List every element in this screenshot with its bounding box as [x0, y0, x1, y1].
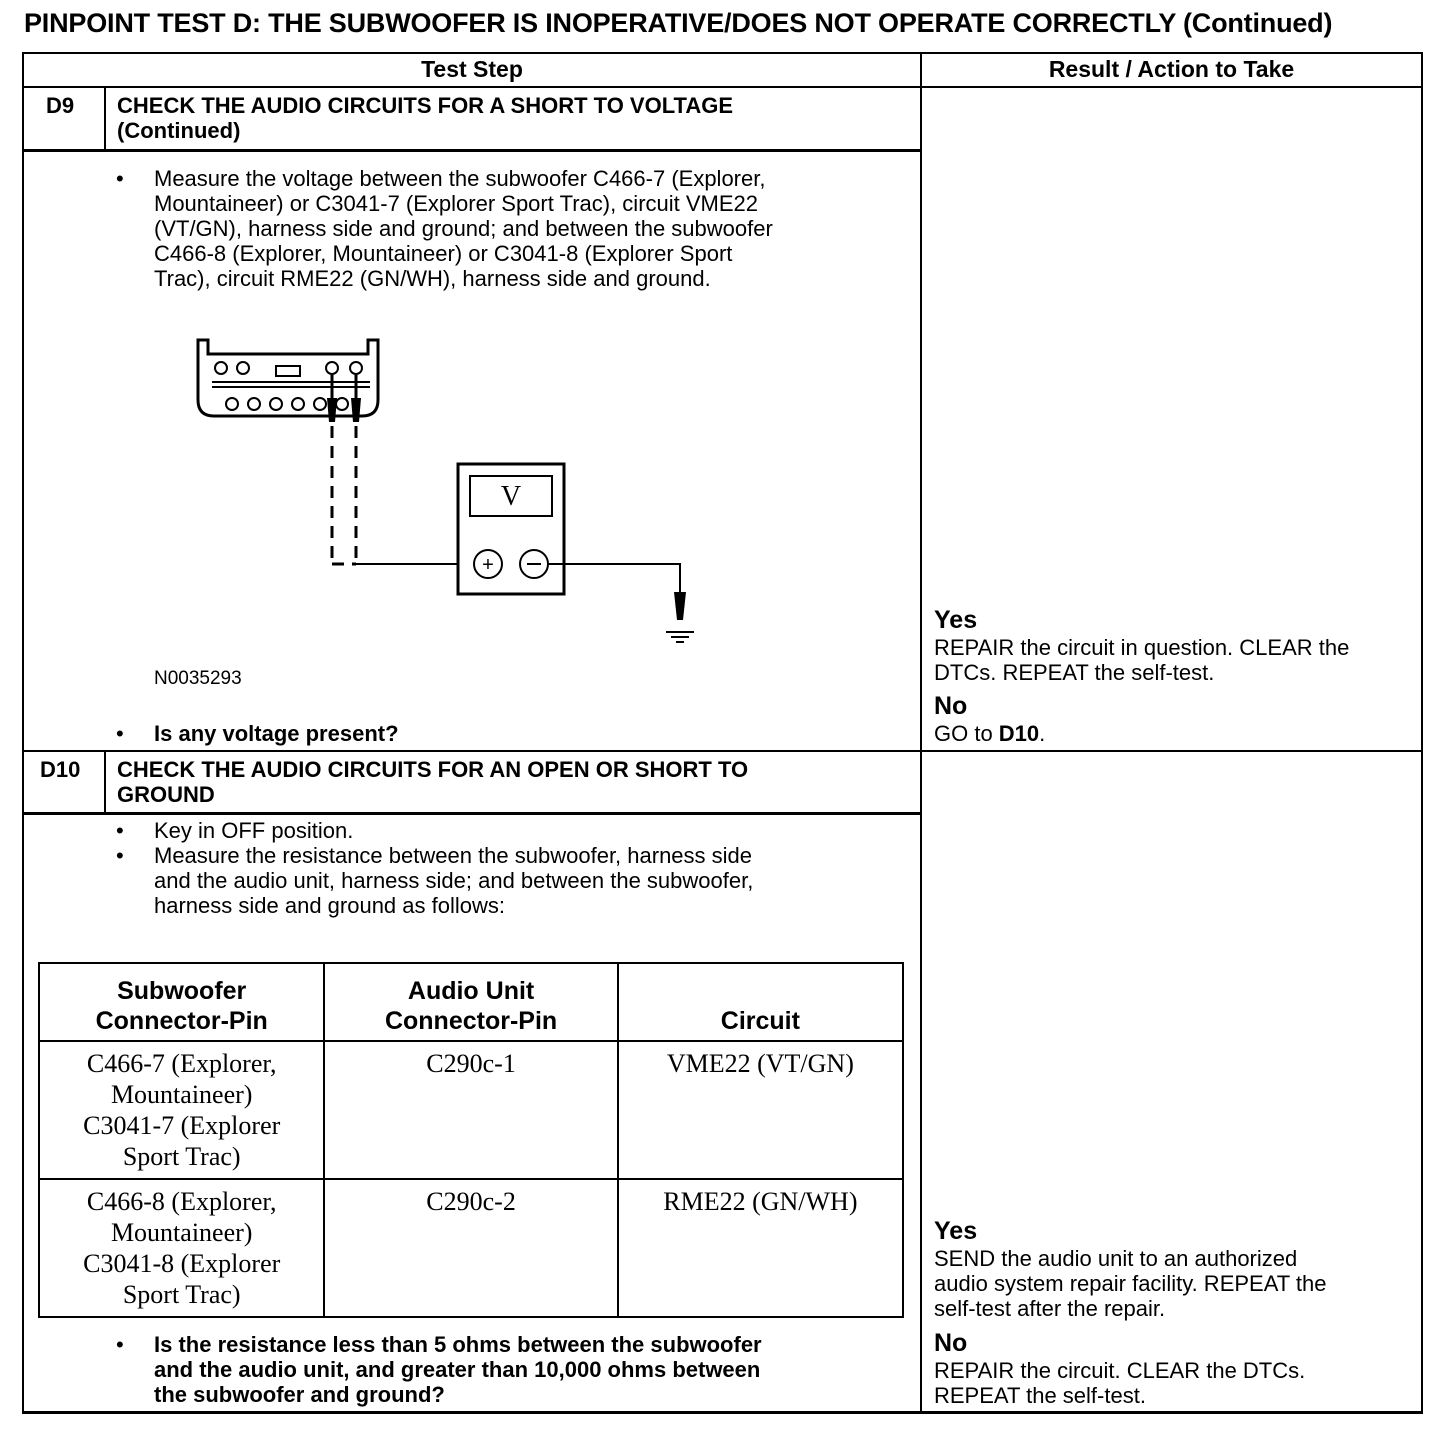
cell-line: Sport Trac) — [122, 1142, 241, 1171]
cell-line: Sport Trac) — [122, 1280, 241, 1309]
cell-audio-pin: C290c-2 — [324, 1179, 617, 1317]
voltmeter-label: V — [500, 481, 522, 512]
d10-question-line: Is the resistance less than 5 ohms between the subwoofer — [154, 1332, 762, 1357]
ground-lead — [548, 564, 680, 592]
frame-bottom — [22, 1411, 1423, 1414]
d10-instruction-line: Measure the resistance between the subwoofer, harness side — [154, 843, 753, 868]
d10-yes-action — [934, 1246, 1327, 1321]
d10-instruction-line: and the audio unit, harness side; and between the subwoofer, — [154, 868, 754, 893]
bullet-dot: • — [116, 721, 124, 746]
d9-yes-action-line: REPAIR the circuit in question. CLEAR the — [934, 635, 1350, 660]
step-title-d9 — [117, 93, 733, 143]
d10-yes-action-line: SEND the audio unit to an authorized — [934, 1246, 1298, 1271]
d9-instruction-line: (VT/GN), harness side and ground; and between the subwoofer — [154, 216, 773, 241]
connector-pin — [226, 398, 238, 410]
page-title: PINPOINT TEST D: THE SUBWOOFER IS INOPERATIVE/DOES NOT OPERATE CORRECTLY (Continued) — [24, 8, 1333, 38]
d10-yes-action-line: audio system repair facility. REPEAT the — [934, 1271, 1327, 1296]
col-header-audio-unit-line1: Audio Unit — [407, 977, 535, 1005]
d9-no-suffix: . — [1039, 721, 1046, 746]
col-header-subwoofer-line1: Subwoofer — [117, 977, 247, 1005]
connector-pin — [248, 398, 260, 410]
d10-title-divider — [22, 812, 922, 815]
cell-line: C466-8 (Explorer, — [86, 1187, 277, 1216]
d9-no-prefix: GO to — [934, 721, 999, 746]
frame-left — [22, 52, 24, 1414]
d9-yes-action — [934, 635, 1349, 685]
d10-yes-action-line: self-test after the repair. — [934, 1296, 1166, 1321]
d10-yes-label: Yes — [934, 1217, 978, 1245]
connector-outline — [198, 340, 378, 416]
d10-no-label: No — [934, 1329, 968, 1357]
ground-probe — [674, 592, 686, 620]
table-row — [39, 1041, 903, 1179]
pin-table — [38, 962, 904, 1318]
connector-pin — [350, 362, 362, 374]
figure-id: N0035293 — [154, 668, 242, 689]
col-header-audio-unit — [324, 963, 617, 1041]
step-title-d10 — [117, 757, 748, 807]
d10-no-action-line: REPEAT the self-test. — [934, 1383, 1146, 1408]
frame-right — [1421, 52, 1423, 1414]
frame-top — [22, 52, 1423, 54]
step-divider — [22, 750, 1423, 752]
step-id-d9: D9 — [46, 93, 75, 118]
d9-instruction-line: Measure the voltage between the subwoofer C466-7 (Explorer, — [154, 166, 766, 191]
col-header-audio-unit-line2: Connector-Pin — [384, 1007, 558, 1035]
step-title-d9-line2: (Continued) — [117, 118, 241, 143]
cell-line: Mountaineer) — [110, 1080, 253, 1109]
cell-subwoofer-pin — [39, 1179, 324, 1317]
header-result-action: Result / Action to Take — [1048, 56, 1295, 82]
d10-question — [154, 1332, 762, 1407]
d9-no-target: D10 — [998, 721, 1040, 746]
connector-pin — [270, 398, 282, 410]
d9-yes-label: Yes — [934, 606, 978, 634]
d10-instruction — [154, 843, 753, 918]
connector-pin — [336, 398, 348, 410]
col-header-subwoofer-line2: Connector-Pin — [95, 1007, 268, 1035]
d10-id-divider — [104, 752, 106, 812]
bullet-dot: • — [116, 166, 124, 191]
connector-latch — [276, 366, 300, 376]
connector-pin — [215, 362, 227, 374]
step-id-d10: D10 — [40, 757, 81, 782]
d9-no-action — [934, 721, 1045, 746]
step-title-d9-line1: CHECK THE AUDIO CIRCUITS FOR A SHORT TO VOLTAGE — [117, 93, 733, 118]
table-row — [39, 1179, 903, 1317]
bullet-dot: • — [116, 843, 124, 868]
col-header-circuit-text: Circuit — [720, 1007, 800, 1035]
d9-instruction-line: Mountaineer) or C3041-7 (Explorer Sport Trac), circuit VME22 — [154, 191, 759, 216]
d10-no-action — [934, 1358, 1305, 1408]
cell-circuit: RME22 (GN/WH) — [618, 1179, 903, 1317]
cell-line: C3041-8 (Explorer — [83, 1249, 281, 1278]
d9-instruction — [154, 166, 773, 291]
d10-question-line: the subwoofer and ground? — [154, 1382, 445, 1407]
bullet-dot: • — [116, 818, 124, 843]
table-header-row — [39, 963, 903, 1041]
cell-subwoofer-pin — [39, 1041, 324, 1179]
step-title-d10-line1: CHECK THE AUDIO CIRCUITS FOR AN OPEN OR SHORT TO — [117, 757, 749, 782]
cell-line: Mountaineer) — [110, 1218, 253, 1247]
cell-audio-pin: C290c-1 — [324, 1041, 617, 1179]
header-divider — [22, 86, 1423, 88]
voltage-test-diagram — [190, 330, 710, 660]
d10-question-line: and the audio unit, and greater than 10,000 ohms between — [154, 1357, 761, 1382]
positive-sign: + — [482, 554, 494, 576]
d10-bullet1: Key in OFF position. — [154, 818, 354, 843]
probe-tip — [327, 398, 337, 422]
d9-question: Is any voltage present? — [154, 721, 399, 746]
d9-title-divider — [22, 149, 922, 152]
d9-no-label: No — [934, 692, 968, 720]
cell-line: C3041-7 (Explorer — [83, 1111, 281, 1140]
d9-instruction-line: Trac), circuit RME22 (GN/WH), harness side and ground. — [154, 266, 711, 291]
probe-tip — [351, 398, 361, 422]
connector-pin — [292, 398, 304, 410]
connector-pin — [237, 362, 249, 374]
bullet-dot: • — [116, 1332, 124, 1357]
d9-yes-action-line: DTCs. REPEAT the self-test. — [934, 660, 1215, 685]
connector-pin — [326, 362, 338, 374]
cell-line: C466-7 (Explorer, — [86, 1049, 277, 1078]
col-header-subwoofer — [39, 963, 324, 1041]
header-test-step: Test Step — [421, 56, 523, 82]
connector-pin — [314, 398, 326, 410]
d9-instruction-line: C466-8 (Explorer, Mountaineer) or C3041-8 (Explorer Sport — [154, 241, 733, 266]
column-divider — [920, 52, 922, 1414]
d9-id-divider — [104, 88, 106, 150]
step-title-d10-line2: GROUND — [117, 782, 215, 807]
d10-no-action-line: REPAIR the circuit. CLEAR the DTCs. — [934, 1358, 1306, 1383]
col-header-circuit — [618, 963, 903, 1041]
cell-circuit: VME22 (VT/GN) — [618, 1041, 903, 1179]
d10-instruction-line: harness side and ground as follows: — [154, 893, 505, 918]
